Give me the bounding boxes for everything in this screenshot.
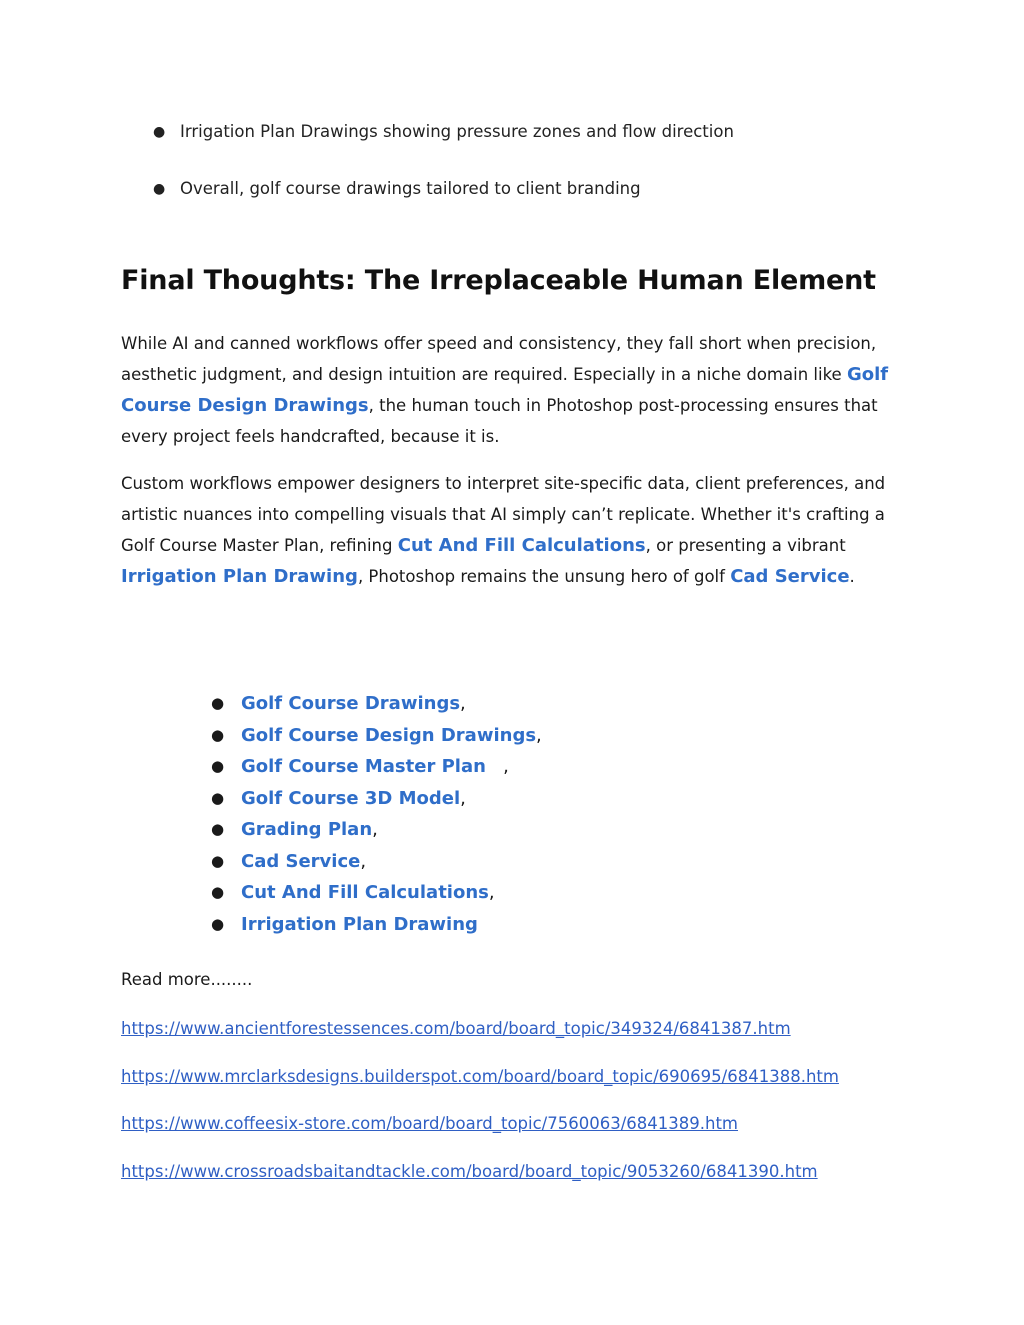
- paragraph-text: .: [849, 567, 855, 586]
- paragraph-text: Custom workflows empower designers to interpret site-specific data, client preferences, and artistic nuances into compelling visuals that AI simply can’t replicate. Whether it's crafting a Golf Course Master Plan, refining: [121, 474, 886, 555]
- keyword-suffix: ,: [360, 850, 367, 872]
- keyword-link[interactable]: Grading Plan: [241, 819, 373, 840]
- bullet-icon: ●: [211, 788, 225, 807]
- keyword-suffix: ,: [460, 787, 466, 809]
- bullet-icon: ●: [211, 851, 225, 870]
- bullet-icon: ●: [211, 820, 225, 838]
- keyword-suffix: ,: [485, 756, 509, 777]
- keyword-list-item: [211, 783, 711, 815]
- keyword-suffix: ,: [536, 724, 542, 746]
- url-link[interactable]: https://www.coffeesix-store.com/board/board_topic/7560063/6841389.htm: [121, 1114, 739, 1133]
- list-item: [153, 120, 893, 144]
- keyword-suffix: ,: [488, 882, 495, 903]
- url-link[interactable]: https://www.mrclarksdesigns.builderspot.com/board/board_topic/690695/6841388.htm: [121, 1066, 839, 1086]
- list-item-text: Irrigation Plan Drawings showing pressure zones and flow direction: [180, 122, 734, 141]
- keyword-list-item: [211, 846, 711, 878]
- keyword-list-item: [211, 877, 711, 909]
- cut-and-fill-link[interactable]: Cut And Fill Calculations: [397, 535, 646, 556]
- paragraph-text: While AI and canned workflows offer speed and consistency, they fall short when precision, aesthetic judgment, and design intuition are required. Especially in a niche domain like: [121, 334, 877, 384]
- paragraph-intro: [121, 328, 891, 452]
- url-link-list: [121, 1017, 891, 1207]
- keyword-link[interactable]: Cad Service: [241, 850, 361, 872]
- bullet-icon: ●: [211, 694, 225, 712]
- read-more-label: Read more........: [121, 970, 253, 989]
- keyword-list-item: [211, 814, 711, 846]
- irrigation-plan-drawing-link[interactable]: Irrigation Plan Drawing: [121, 566, 358, 587]
- keyword-suffix: ,: [460, 693, 466, 714]
- bullet-icon: ●: [153, 181, 166, 197]
- keyword-link[interactable]: Irrigation Plan Drawing: [241, 913, 478, 935]
- keyword-link[interactable]: Cut And Fill Calculations: [241, 882, 489, 903]
- bullet-icon: ●: [211, 725, 225, 744]
- keyword-list-item: [211, 909, 711, 941]
- keyword-link[interactable]: Golf Course Drawings: [241, 693, 461, 714]
- paragraph-text: , the human touch in Photoshop post-processing ensures that every project feels handcrafted, because it is.: [121, 396, 878, 446]
- url-link[interactable]: https://www.ancientforestessences.com/board/board_topic/349324/6841387.htm: [121, 1019, 791, 1038]
- bullet-icon: ●: [211, 914, 225, 933]
- keyword-list-item: [211, 720, 711, 752]
- paragraph-text: , or presenting a vibrant: [645, 536, 846, 555]
- keyword-link-list: [211, 688, 711, 940]
- bullet-icon: ●: [153, 124, 166, 140]
- cad-service-link[interactable]: Cad Service: [730, 566, 850, 587]
- section-heading: Final Thoughts: The Irreplaceable Human Element: [121, 265, 876, 296]
- bullet-icon: ●: [211, 757, 225, 775]
- keyword-list-item: [211, 688, 711, 720]
- url-link[interactable]: https://www.crossroadsbaitandtackle.com/board/board_topic/9053260/6841390.htm: [121, 1161, 818, 1181]
- list-item: [153, 177, 893, 201]
- top-bullet-list: [153, 120, 893, 234]
- keyword-suffix: ,: [372, 819, 378, 840]
- bullet-icon: ●: [211, 883, 225, 901]
- keyword-list-item: [211, 751, 711, 783]
- paragraph-text: , Photoshop remains the unsung hero of golf: [357, 567, 731, 586]
- golf-course-design-drawings-link[interactable]: Golf Course Design Drawings: [121, 364, 889, 416]
- keyword-link[interactable]: Golf Course Master Plan: [241, 756, 486, 777]
- keyword-link[interactable]: Golf Course 3D Model: [241, 787, 461, 809]
- keyword-link[interactable]: Golf Course Design Drawings: [241, 724, 537, 746]
- list-item-text: Overall, golf course drawings tailored to client branding: [180, 179, 641, 198]
- paragraph-workflows: [121, 468, 891, 592]
